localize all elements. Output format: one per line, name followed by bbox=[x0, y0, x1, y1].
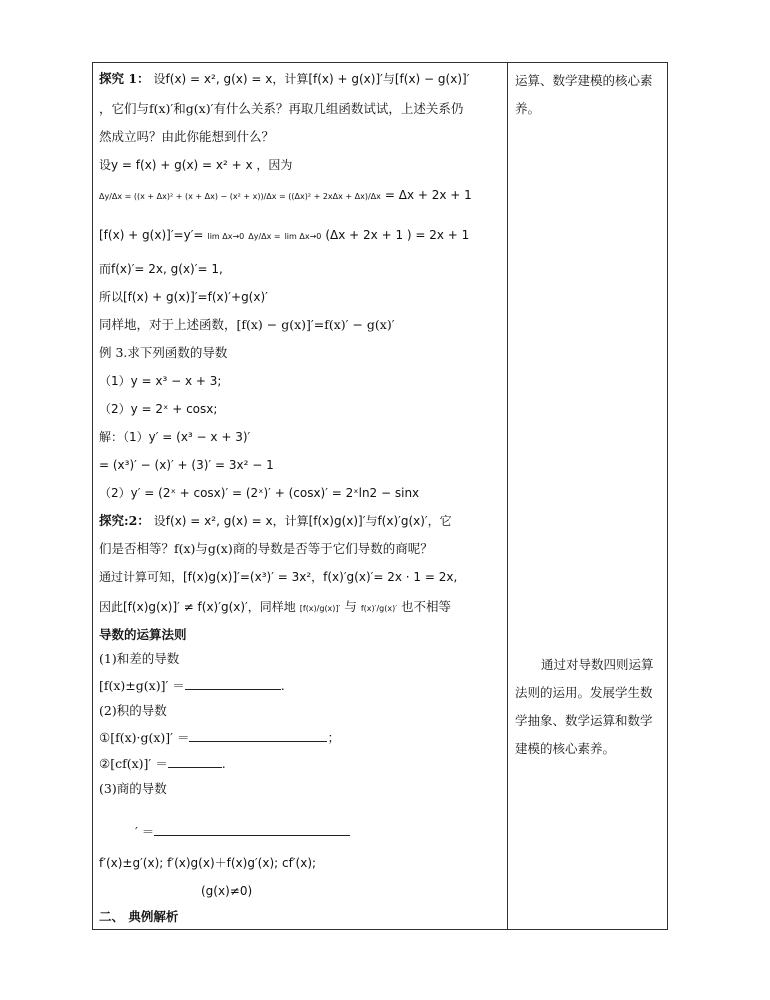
text-line: ，它们与f(x)′和g(x)′有什么关系？再取几组函数试试，上述关系仍 bbox=[99, 101, 464, 116]
math-line: 所以[f(x) + g(x)]′=f(x)′+g(x)′ bbox=[99, 290, 268, 304]
limit-lhs: [f(x) + g(x)]′=y′= bbox=[99, 228, 204, 242]
quotient-conclusion: 也不相等 bbox=[401, 599, 452, 614]
math-line: 设y = f(x) + g(x) = x² + x ，因为 bbox=[99, 158, 293, 172]
example-title: 例 3.求下列函数的导数 bbox=[99, 345, 228, 360]
rule-sum-blank-line bbox=[99, 677, 285, 694]
math-line: 而f(x)′= 2x, g(x)′= 1, bbox=[99, 262, 223, 276]
fill-blank bbox=[189, 729, 327, 742]
limit-symbol: lim Δx→0 bbox=[207, 232, 245, 241]
rule-constant-expr: ②[cf(x)]′ ＝ bbox=[99, 756, 168, 771]
math-line: 通过计算可知，[f(x)g(x)]′=(x³)′ = 3x²，f(x)′g(x)′= 2x · 1 = 2x, bbox=[99, 570, 458, 584]
text-line: 然成立吗？由此你能想到什么？ bbox=[99, 129, 275, 144]
fill-blank bbox=[154, 823, 350, 836]
punctuation: . bbox=[221, 756, 226, 771]
rule-product-heading: (2)积的导数 bbox=[99, 703, 167, 718]
rule-quotient-blank-line bbox=[135, 823, 350, 840]
fill-blank bbox=[168, 755, 222, 768]
example-item: （1）y = x³ − x + 3; bbox=[99, 374, 222, 388]
quotient-connector: 与 bbox=[344, 599, 357, 614]
punctuation: . bbox=[280, 678, 285, 693]
derivative-quotient: f(x)′/g(x)′ bbox=[360, 604, 398, 613]
rule-quotient-expr: ′ ＝ bbox=[135, 824, 155, 839]
text-line: 同样地，对于上述函数，[f(x) − g(x)]′=f(x)′ − g(x)′ bbox=[99, 317, 395, 332]
section-heading: 二、 典例解析 bbox=[99, 909, 179, 924]
solution-line: 解：（1）y′ = (x³ − x + 3)′ bbox=[99, 430, 251, 444]
note-top: 运算、数学建模的核心素养。 bbox=[515, 73, 653, 116]
explore-2-text: 设f(x) = x², g(x) = x，计算[f(x)g(x)]′与f(x)′g(x)′，它 bbox=[153, 514, 452, 528]
rule-sum-expr: [f(x)±g(x)]′ ＝ bbox=[99, 678, 185, 693]
punctuation: ； bbox=[327, 730, 340, 745]
solution-line: （2）y′ = (2ˣ + cosx)′ = (2ˣ)′ + (cosx)′ = 2ˣln2 − sinx bbox=[99, 486, 420, 500]
limit-symbol: lim Δx→0 bbox=[284, 232, 322, 241]
rule-product-expr: ①[f(x)·g(x)]′ ＝ bbox=[99, 730, 190, 745]
limit-result: (Δx + 2x + 1 ) = 2x + 1 bbox=[325, 228, 470, 242]
limit-quotient: Δy/Δx = bbox=[248, 232, 281, 241]
fill-blank bbox=[185, 677, 281, 690]
note-bottom: 通过对导数四则运算法则的运用。发展学生数学抽象、数学运算和数学建模的核心素养。 bbox=[515, 657, 654, 756]
rules-heading: 导数的运算法则 bbox=[99, 627, 187, 642]
example-item: （2）y = 2ˣ + cosx; bbox=[99, 402, 218, 416]
rule-product-blank-line bbox=[99, 729, 340, 746]
explore-1-title: 探究 1： bbox=[99, 71, 150, 86]
text-line: 们是否相等？f(x)与g(x)商的导数是否等于它们导数的商呢？ bbox=[99, 541, 433, 556]
quotient-derivative: [f(x)/g(x)]′ bbox=[299, 604, 341, 613]
difference-quotient: Δy/Δx = ((x + Δx)² + (x + Δx) − (x² + x))/Δx = ((Δx)² + 2xΔx + Δx)/Δx bbox=[99, 192, 381, 201]
column-divider bbox=[507, 63, 508, 929]
limit-line bbox=[99, 227, 469, 245]
rule-sum-heading: (1)和差的导数 bbox=[99, 651, 180, 666]
explore-1-line bbox=[99, 71, 469, 87]
difference-quotient-line bbox=[99, 187, 472, 205]
rule-quotient-heading: (3)商的导数 bbox=[99, 781, 167, 796]
explore-2-title: 探究:2： bbox=[99, 513, 150, 528]
quotient-text: 因此[f(x)g(x)]′ ≠ f(x)′g(x)′，同样地 bbox=[99, 600, 296, 614]
quotient-line bbox=[99, 599, 451, 617]
explore-1-text: 设f(x) = x², g(x) = x，计算[f(x) + g(x)]′与[f(x) − g(x)]′ bbox=[153, 72, 470, 86]
lesson-table bbox=[92, 62, 668, 930]
answers-condition: (g(x)≠0) bbox=[201, 884, 253, 898]
difference-quotient-result: = Δx + 2x + 1 bbox=[384, 188, 472, 202]
explore-2-line bbox=[99, 513, 452, 529]
solution-line: = (x³)′ − (x)′ + (3)′ = 3x² − 1 bbox=[99, 458, 274, 472]
answers-line: f′(x)±g′(x); f′(x)g(x)＋f(x)g′(x); cf′(x); bbox=[99, 856, 317, 870]
rule-constant-blank-line bbox=[99, 755, 226, 772]
